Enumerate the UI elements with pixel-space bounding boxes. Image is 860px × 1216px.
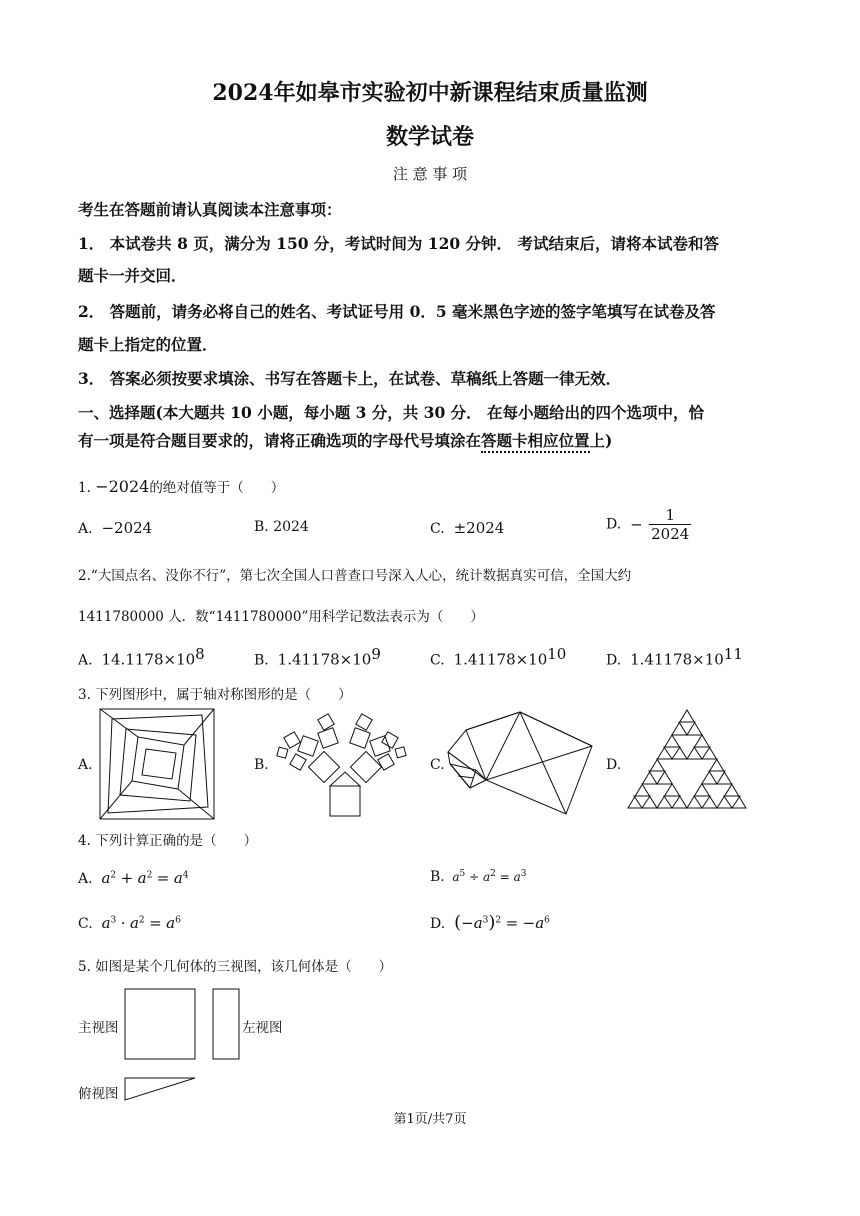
q4-option-a[interactable] — [78, 869, 189, 887]
exam-title: 2024年如皋市实验初中新课程结束质量监测 — [212, 80, 648, 106]
q1-option-d-numerator: 1 — [649, 506, 691, 525]
q2-option-b-base: 1.41178×10 — [277, 650, 372, 669]
q3-option-c-label[interactable]: C. — [430, 757, 445, 773]
q2-option-a-label: A. — [78, 652, 93, 669]
q2-option-c-base: 1.41178×10 — [453, 650, 548, 669]
q1-option-b-value: 2024 — [273, 519, 309, 535]
q3-figure-b[interactable] — [272, 712, 412, 818]
q2-option-c-label: C. — [430, 652, 445, 669]
q4-c-exp: 2 — [138, 915, 145, 926]
q4-b-var: a — [483, 870, 491, 884]
left-view-label: 左视图 — [242, 1020, 283, 1036]
question-1-text: 的绝对值等于（ ） — [149, 480, 285, 496]
notice-heading: 注 意 事 项 — [392, 165, 468, 183]
top-view-triangle — [125, 1078, 195, 1100]
q4-option-b-label: B. — [430, 869, 445, 885]
q4-option-a-label: A. — [78, 871, 93, 887]
section1-line2 — [78, 429, 612, 451]
section1-emphasis: 答题卡相应位置 — [481, 431, 590, 453]
q4-d-rparen: ) — [488, 912, 496, 933]
q4-c-var: a — [166, 914, 176, 932]
q2-option-b-label: B. — [254, 652, 269, 669]
q4-c-eq: = — [149, 914, 162, 932]
q4-b-eq: = — [499, 870, 510, 884]
q4-a-plus: + — [120, 869, 134, 887]
q4-c-var: a — [129, 914, 139, 932]
q3-figure-a[interactable] — [98, 707, 216, 821]
q4-b-var: a — [452, 870, 460, 884]
left-view-rectangle — [213, 989, 239, 1059]
q4-a-exp: 2 — [110, 870, 117, 881]
q4-option-d[interactable] — [430, 912, 550, 933]
q1-option-b[interactable] — [254, 519, 309, 535]
question-3: 3. 下列图形中，属于轴对称图形的是（ ） — [78, 687, 352, 703]
q4-option-d-label: D. — [430, 916, 446, 932]
q1-option-c-label: C. — [430, 521, 445, 537]
q2-option-d[interactable] — [606, 645, 743, 669]
q4-d-eq: = — [505, 914, 519, 932]
q4-c-dot: · — [120, 914, 126, 932]
instruction-3: 3． 答案必须按要求填涂、书写在答题卡上，在试卷、草稿纸上答题一律无效． — [78, 369, 622, 388]
question-1-expression: −2024 — [95, 477, 150, 496]
exam-subtitle: 数学试卷 — [385, 124, 474, 150]
question-2-line1: 2.“大国点名、没你不行”，第七次全国人口普查口号深入人心，统计数据真实可信，全国大约 — [78, 568, 632, 584]
instructions-intro: 考生在答题前请认真阅读本注意事项： — [78, 200, 342, 219]
q2-option-b[interactable] — [254, 645, 381, 669]
q4-option-c[interactable] — [78, 914, 181, 932]
top-view-label: 俯视图 — [78, 1086, 119, 1102]
q4-d-exp: 2 — [495, 915, 502, 926]
page-number: 第1页/共7页 — [393, 1112, 467, 1127]
q3-figure-c[interactable] — [446, 710, 596, 816]
q1-option-d-fraction — [649, 506, 691, 543]
q4-b-exp: 3 — [520, 869, 527, 879]
q1-option-d[interactable] — [606, 506, 691, 543]
instruction-2-line2: 题卡上指定的位置． — [78, 335, 218, 354]
q4-option-b[interactable] — [430, 869, 527, 885]
q1-option-a-label: A. — [78, 521, 93, 537]
question-1-number: 1. — [78, 480, 91, 496]
q1-option-d-label: D. — [606, 516, 622, 533]
q1-option-b-label: B. — [254, 519, 269, 535]
q4-a-var: a — [101, 869, 111, 887]
front-view-label: 主视图 — [78, 1020, 119, 1036]
q1-option-a-value: −2024 — [101, 519, 153, 537]
q4-d-var: a — [473, 914, 483, 932]
q1-option-a[interactable] — [78, 519, 152, 537]
q4-c-exp: 3 — [110, 915, 117, 926]
q3-figure-d[interactable] — [626, 708, 748, 810]
instruction-1-line2: 题卡一并交回． — [78, 266, 187, 285]
q4-b-div: ÷ — [469, 870, 480, 884]
instruction-2-line1: 2． 答题前，请务必将自己的姓名、考试证号用 0．5 毫米黑色字迹的签字笔填写在试卷及答 — [78, 302, 716, 321]
q2-option-a-exp: 8 — [195, 645, 205, 663]
q4-c-exp: 6 — [175, 915, 181, 926]
q4-option-c-label: C. — [78, 916, 93, 932]
q2-option-c[interactable] — [430, 645, 566, 669]
q1-option-d-sign: − — [630, 515, 643, 534]
q4-d-var: a — [535, 914, 545, 932]
q4-a-var: a — [137, 869, 147, 887]
q4-c-var: a — [101, 914, 111, 932]
q4-b-var: a — [513, 870, 521, 884]
section1-line2-suffix: 上) — [589, 431, 613, 450]
q1-option-c[interactable] — [430, 519, 504, 537]
q4-a-exp: 2 — [146, 870, 153, 881]
question-2-line2: 1411780000 人．数“1411780000”用科学记数法表示为（ ） — [78, 609, 484, 625]
q3-option-a-label[interactable]: A. — [78, 757, 93, 773]
q2-option-d-base: 1.41178×10 — [630, 650, 724, 669]
q2-option-d-exp: 11 — [723, 645, 743, 663]
q4-d-exp: 3 — [482, 915, 489, 926]
q3-option-b-label[interactable]: B. — [254, 757, 269, 773]
q4-d-neg: − — [461, 914, 474, 932]
q2-option-a[interactable] — [78, 645, 205, 669]
q1-option-d-denominator: 2024 — [651, 525, 690, 543]
q4-a-var: a — [173, 869, 183, 887]
q1-option-c-value: ±2024 — [453, 519, 505, 537]
section1-line1: 一、选择题(本大题共 10 小题，每小题 3 分，共 30 分． 在每小题给出的四个选项中，恰 — [78, 403, 705, 422]
q4-d-lparen: ( — [454, 912, 462, 933]
q4-a-exp: 4 — [182, 870, 189, 881]
q4-d-exp: 6 — [544, 915, 550, 926]
question-1 — [78, 476, 284, 496]
front-view-square — [125, 989, 195, 1059]
q2-option-c-exp: 10 — [547, 645, 567, 663]
question-5: 5. 如图是某个几何体的三视图，该几何体是（ ） — [78, 959, 393, 975]
q2-option-a-base: 14.1178×10 — [101, 650, 196, 669]
q2-option-d-label: D. — [606, 652, 622, 669]
q2-option-b-exp: 9 — [371, 645, 381, 663]
q4-b-exp: 5 — [459, 869, 466, 879]
instruction-1-line1: 1． 本试卷共 8 页，满分为 150 分，考试时间为 120 分钟． 考试结束后，请将本试卷和答 — [78, 234, 719, 253]
q4-a-eq: = — [156, 869, 170, 887]
q4-d-neg: − — [522, 914, 536, 932]
q3-option-d-label[interactable]: D. — [606, 757, 622, 773]
q4-b-exp: 2 — [490, 869, 496, 879]
question-4: 4. 下列计算正确的是（ ） — [78, 833, 258, 849]
section1-line2-prefix: 有一项是符合题目要求的，请将正确选项的字母代号填涂在 — [78, 431, 482, 450]
three-view-diagram — [124, 988, 246, 1104]
